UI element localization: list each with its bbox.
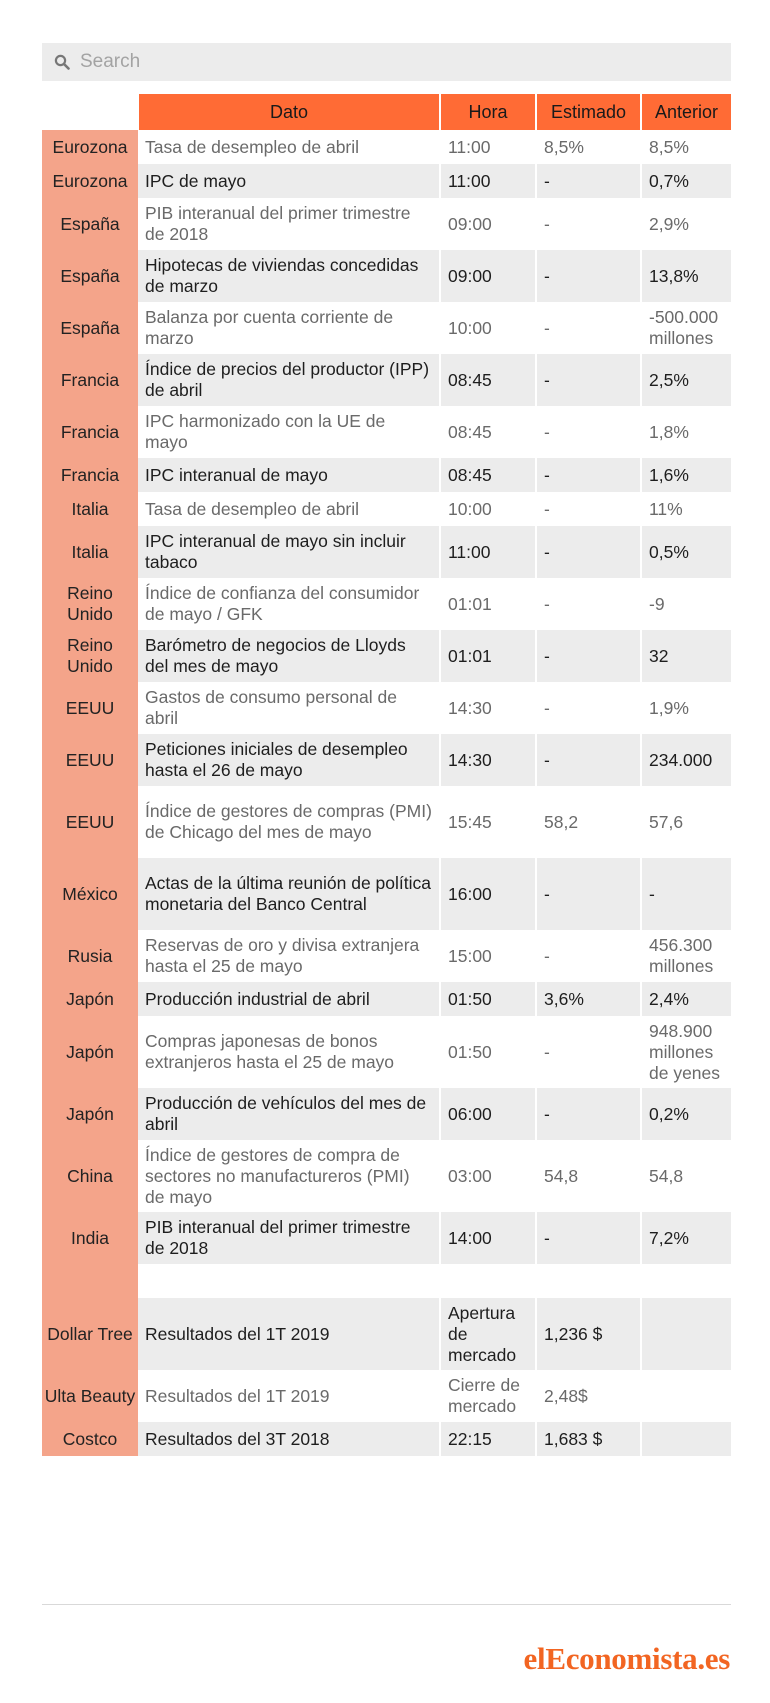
anterior-cell: 948.900 millones de yenes — [641, 1016, 731, 1088]
dato-cell — [138, 1264, 440, 1298]
country-cell: Italia — [42, 492, 138, 526]
anterior-cell: 456.300 millones — [641, 930, 731, 982]
table-row — [42, 354, 731, 406]
table-row — [42, 1370, 731, 1422]
dato-cell: PIB interanual del primer trimestre de 2018 — [138, 1212, 440, 1264]
search-input[interactable] — [78, 50, 682, 74]
anterior-cell: 7,2% — [641, 1212, 731, 1264]
anterior-cell: 0,7% — [641, 164, 731, 198]
estimado-cell: 58,2 — [536, 786, 641, 858]
dato-cell: Peticiones iniciales de desempleo hasta el 26 de mayo — [138, 734, 440, 786]
estimado-cell: - — [536, 682, 641, 734]
anterior-cell: 1,6% — [641, 458, 731, 492]
country-cell: Japón — [42, 1088, 138, 1140]
anterior-cell: - — [641, 858, 731, 930]
country-cell: India — [42, 1212, 138, 1264]
hora-cell: 11:00 — [440, 526, 536, 578]
hora-cell: 08:45 — [440, 458, 536, 492]
dato-cell: Índice de gestores de compra de sectores no manufactureros (PMI) de mayo — [138, 1140, 440, 1212]
dato-cell: Barómetro de negocios de Lloyds del mes de mayo — [138, 630, 440, 682]
hora-cell: 14:00 — [440, 1212, 536, 1264]
anterior-cell: 1,8% — [641, 406, 731, 458]
header-anterior: Anterior — [641, 94, 731, 130]
hora-cell — [440, 1264, 536, 1298]
country-cell: Francia — [42, 406, 138, 458]
country-cell: Italia — [42, 526, 138, 578]
table-header-row — [42, 94, 731, 130]
table-row — [42, 492, 731, 526]
table-row — [42, 858, 731, 930]
dato-cell: IPC de mayo — [138, 164, 440, 198]
anterior-cell: -500.000 millones — [641, 302, 731, 354]
dato-cell: Índice de confianza del consumidor de mayo / GFK — [138, 578, 440, 630]
estimado-cell: - — [536, 406, 641, 458]
hora-cell: Cierre de mercado — [440, 1370, 536, 1422]
table-row — [42, 406, 731, 458]
country-cell: Rusia — [42, 930, 138, 982]
country-cell: China — [42, 1140, 138, 1212]
table-spacer-row — [42, 1264, 731, 1298]
country-cell — [42, 1264, 138, 1298]
table-row — [42, 458, 731, 492]
header-dato: Dato — [138, 94, 440, 130]
hora-cell: 10:00 — [440, 492, 536, 526]
table-row — [42, 786, 731, 858]
dato-cell: Índice de precios del productor (IPP) de abril — [138, 354, 440, 406]
economic-calendar-table — [42, 94, 731, 1456]
anterior-cell: 32 — [641, 630, 731, 682]
hora-cell: 08:45 — [440, 406, 536, 458]
anterior-cell: 57,6 — [641, 786, 731, 858]
country-cell: México — [42, 858, 138, 930]
table-row — [42, 1140, 731, 1212]
hora-cell: 08:45 — [440, 354, 536, 406]
hora-cell: 01:50 — [440, 1016, 536, 1088]
country-cell: Francia — [42, 354, 138, 406]
estimado-cell: - — [536, 1016, 641, 1088]
estimado-cell: 2,48$ — [536, 1370, 641, 1422]
country-cell: España — [42, 250, 138, 302]
dato-cell: Tasa de desempleo de abril — [138, 130, 440, 164]
country-cell: Japón — [42, 1016, 138, 1088]
dato-cell: IPC interanual de mayo sin incluir tabaco — [138, 526, 440, 578]
eleconomista-logo: elEconomista.es — [523, 1641, 730, 1676]
table-row — [42, 1016, 731, 1088]
hora-cell: 03:00 — [440, 1140, 536, 1212]
hora-cell: 14:30 — [440, 734, 536, 786]
estimado-cell: - — [536, 578, 641, 630]
hora-cell: 15:00 — [440, 930, 536, 982]
hora-cell: 22:15 — [440, 1422, 536, 1456]
hora-cell: 14:30 — [440, 682, 536, 734]
search-icon — [54, 54, 70, 70]
dato-cell: IPC interanual de mayo — [138, 458, 440, 492]
hora-cell: 11:00 — [440, 164, 536, 198]
estimado-cell: - — [536, 1088, 641, 1140]
table-row — [42, 734, 731, 786]
hora-cell: 09:00 — [440, 250, 536, 302]
estimado-cell: - — [536, 630, 641, 682]
country-cell: EEUU — [42, 786, 138, 858]
hora-cell: 01:01 — [440, 630, 536, 682]
anterior-cell: 2,4% — [641, 982, 731, 1016]
dato-cell: Actas de la última reunión de política monetaria del Banco Central — [138, 858, 440, 930]
anterior-cell: 234.000 — [641, 734, 731, 786]
table-row — [42, 250, 731, 302]
hora-cell: 06:00 — [440, 1088, 536, 1140]
country-cell: Eurozona — [42, 164, 138, 198]
country-cell: Eurozona — [42, 130, 138, 164]
country-cell: Francia — [42, 458, 138, 492]
hora-cell: 10:00 — [440, 302, 536, 354]
table-row — [42, 578, 731, 630]
country-cell: EEUU — [42, 682, 138, 734]
estimado-cell: 8,5% — [536, 130, 641, 164]
estimado-cell: 54,8 — [536, 1140, 641, 1212]
dato-cell: IPC harmonizado con la UE de mayo — [138, 406, 440, 458]
estimado-cell: - — [536, 492, 641, 526]
dato-cell: Índice de gestores de compras (PMI) de Chicago del mes de mayo — [138, 786, 440, 858]
anterior-cell: 13,8% — [641, 250, 731, 302]
dato-cell: Producción de vehículos del mes de abril — [138, 1088, 440, 1140]
dato-cell: PIB interanual del primer trimestre de 2018 — [138, 198, 440, 250]
dato-cell: Reservas de oro y divisa extranjera hasta el 25 de mayo — [138, 930, 440, 982]
anterior-cell: 0,5% — [641, 526, 731, 578]
country-cell: Ulta Beauty — [42, 1370, 138, 1422]
anterior-cell: 54,8 — [641, 1140, 731, 1212]
estimado-cell: - — [536, 164, 641, 198]
table-row — [42, 302, 731, 354]
hora-cell: 15:45 — [440, 786, 536, 858]
dato-cell: Hipotecas de viviendas concedidas de marzo — [138, 250, 440, 302]
hora-cell: 09:00 — [440, 198, 536, 250]
anterior-cell — [641, 1298, 731, 1370]
estimado-cell: - — [536, 250, 641, 302]
anterior-cell: 2,5% — [641, 354, 731, 406]
dato-cell: Resultados del 3T 2018 — [138, 1422, 440, 1456]
anterior-cell — [641, 1370, 731, 1422]
header-hora: Hora — [440, 94, 536, 130]
table-row — [42, 982, 731, 1016]
dato-cell: Tasa de desempleo de abril — [138, 492, 440, 526]
table-row — [42, 1212, 731, 1264]
table-row — [42, 198, 731, 250]
hora-cell: 01:50 — [440, 982, 536, 1016]
dato-cell: Resultados del 1T 2019 — [138, 1298, 440, 1370]
estimado-cell: - — [536, 858, 641, 930]
hora-cell: 16:00 — [440, 858, 536, 930]
search-bar[interactable] — [42, 43, 731, 81]
country-cell: Reino Unido — [42, 578, 138, 630]
estimado-cell: 3,6% — [536, 982, 641, 1016]
table-row — [42, 130, 731, 164]
dato-cell: Resultados del 1T 2019 — [138, 1370, 440, 1422]
estimado-cell: - — [536, 354, 641, 406]
footer-divider — [42, 1604, 731, 1605]
estimado-cell: - — [536, 198, 641, 250]
table-row — [42, 526, 731, 578]
country-cell: EEUU — [42, 734, 138, 786]
estimado-cell: - — [536, 1212, 641, 1264]
hora-cell: Apertura de mercado — [440, 1298, 536, 1370]
anterior-cell: 2,9% — [641, 198, 731, 250]
estimado-cell: - — [536, 458, 641, 492]
estimado-cell: 1,236 $ — [536, 1298, 641, 1370]
anterior-cell: 0,2% — [641, 1088, 731, 1140]
anterior-cell: 1,9% — [641, 682, 731, 734]
country-cell: Costco — [42, 1422, 138, 1456]
estimado-cell: - — [536, 302, 641, 354]
country-cell: Japón — [42, 982, 138, 1016]
estimado-cell — [536, 1264, 641, 1298]
dato-cell: Producción industrial de abril — [138, 982, 440, 1016]
table-row — [42, 630, 731, 682]
dato-cell: Compras japonesas de bonos extranjeros hasta el 25 de mayo — [138, 1016, 440, 1088]
anterior-cell — [641, 1422, 731, 1456]
table-row — [42, 930, 731, 982]
dato-cell: Balanza por cuenta corriente de marzo — [138, 302, 440, 354]
header-blank — [42, 94, 138, 130]
country-cell: España — [42, 198, 138, 250]
anterior-cell: -9 — [641, 578, 731, 630]
country-cell: Reino Unido — [42, 630, 138, 682]
table-row — [42, 1422, 731, 1456]
estimado-cell: - — [536, 526, 641, 578]
country-cell: España — [42, 302, 138, 354]
dato-cell: Gastos de consumo personal de abril — [138, 682, 440, 734]
estimado-cell: - — [536, 734, 641, 786]
header-estimado: Estimado — [536, 94, 641, 130]
table-row — [42, 682, 731, 734]
table-row — [42, 1088, 731, 1140]
hora-cell: 01:01 — [440, 578, 536, 630]
country-cell: Dollar Tree — [42, 1298, 138, 1370]
table-row — [42, 164, 731, 198]
anterior-cell: 8,5% — [641, 130, 731, 164]
anterior-cell: 11% — [641, 492, 731, 526]
table-row — [42, 1298, 731, 1370]
hora-cell: 11:00 — [440, 130, 536, 164]
anterior-cell — [641, 1264, 731, 1298]
estimado-cell: - — [536, 930, 641, 982]
estimado-cell: 1,683 $ — [536, 1422, 641, 1456]
